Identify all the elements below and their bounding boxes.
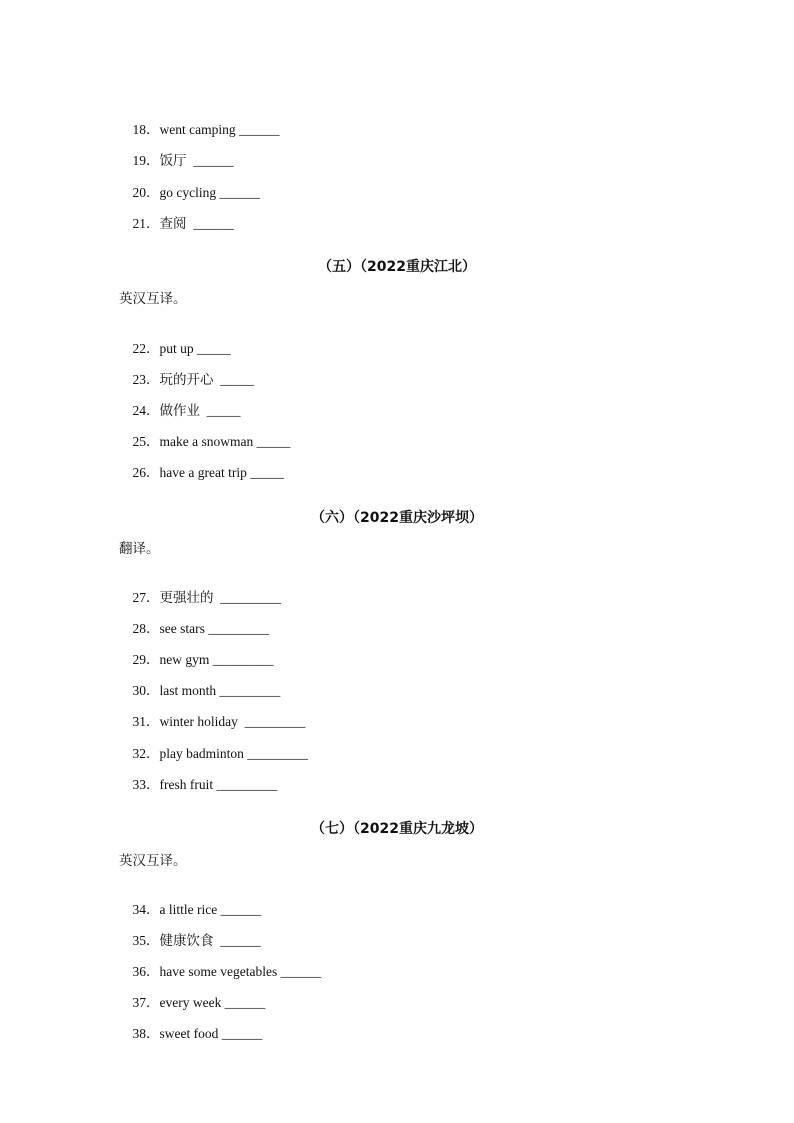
item-number: 35． (132, 933, 160, 948)
item-text: go cycling ______ (159, 185, 260, 200)
item-number: 34． (132, 902, 160, 917)
item-text: 查阅 ______ (159, 216, 234, 231)
item-text: 饭厅 ______ (159, 153, 234, 168)
item-text: fresh fruit _________ (159, 777, 278, 792)
item-number: 25． (132, 434, 160, 449)
item-number: 19． (132, 153, 160, 168)
item-number: 31． (132, 714, 160, 729)
item-number: 27． (132, 590, 160, 605)
list-item (119, 758, 277, 812)
item-text: a little rice ______ (159, 902, 262, 917)
item-text: make a snowman _____ (159, 434, 291, 449)
item-number: 38． (132, 1026, 160, 1041)
list-item (119, 197, 234, 251)
item-number: 23． (132, 372, 160, 387)
item-text: have some vegetables ______ (159, 964, 322, 979)
list-item (119, 446, 284, 500)
item-number: 20． (132, 185, 160, 200)
section-instruction: 英汉互译。 (119, 853, 187, 869)
item-text: winter holiday _________ (159, 714, 306, 729)
item-number: 26． (132, 465, 160, 480)
item-number: 22． (132, 341, 160, 356)
section-instruction: 翻译。 (119, 541, 160, 557)
section-heading: （七）（2022重庆九龙坡） (311, 821, 483, 837)
item-text: see stars _________ (159, 621, 269, 636)
item-text: put up _____ (159, 341, 231, 356)
item-number: 18． (132, 122, 160, 137)
item-text: 做作业 _____ (159, 403, 241, 418)
section-heading: （五）（2022重庆江北） (318, 259, 476, 275)
item-number: 37． (132, 995, 160, 1010)
item-number: 24． (132, 403, 160, 418)
item-number: 30． (132, 683, 160, 698)
section-heading: （六）（2022重庆沙坪坝） (311, 510, 483, 526)
item-text: sweet food ______ (159, 1026, 263, 1041)
item-number: 36． (132, 964, 160, 979)
item-text: have a great trip _____ (159, 465, 284, 480)
item-text: every week ______ (159, 995, 266, 1010)
item-text: 更强壮的 _________ (159, 590, 281, 605)
item-text: went camping ______ (159, 122, 280, 137)
item-number: 28． (132, 621, 160, 636)
item-number: 32． (132, 746, 160, 761)
item-number: 33． (132, 777, 160, 792)
section-instruction: 英汉互译。 (119, 291, 187, 307)
list-item (119, 1007, 262, 1061)
item-number: 21． (132, 216, 160, 231)
item-number: 29． (132, 652, 160, 667)
item-text: 健康饮食 ______ (159, 933, 261, 948)
item-text: last month _________ (159, 683, 281, 698)
item-text: new gym _________ (159, 652, 274, 667)
item-text: 玩的开心 _____ (159, 372, 254, 387)
item-text: play badminton _________ (159, 746, 308, 761)
